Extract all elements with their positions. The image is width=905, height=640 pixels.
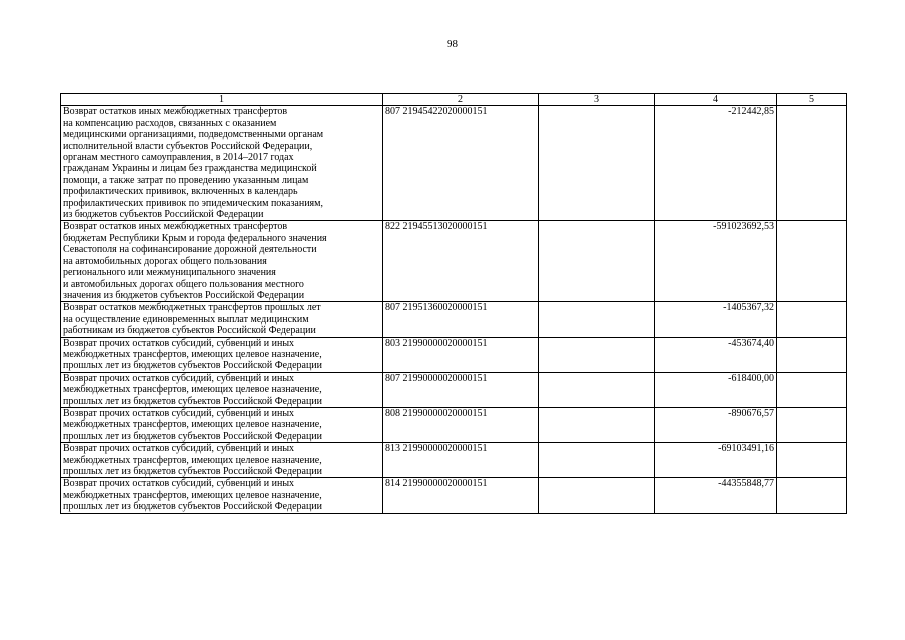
table-row bbox=[61, 407, 847, 442]
row-budget-code: 803 21990000020000151 bbox=[383, 337, 539, 372]
column-header-2: 2 bbox=[383, 94, 539, 106]
row-description: Возврат остатков иных межбюджетных трансфертов бюджетам Республики Крым и города федерального значения Севастополя на софинансирование дорожной деятельности на автомобильных дорогах общего пользования регионального или межмуниципального значения и автомобильных дорогах общего пользования местного значения из бюджетов субъектов Российской Федерации bbox=[61, 221, 383, 302]
column-header-5: 5 bbox=[777, 94, 847, 106]
row-amount: -69103491,16 bbox=[655, 443, 777, 478]
row-amount: -591023692,53 bbox=[655, 221, 777, 302]
table-row bbox=[61, 221, 847, 302]
row-description: Возврат остатков иных межбюджетных трансфертов на компенсацию расходов, связанных с оказанием медицинскими организациями, подведомственными органам исполнительной власти субъектов Российской Федерации, органам местного самоуправления, в 2014–2017 годах гражданам Украины и лицам без гражданства медицинской помощи, а также затрат по проведению указанным лицам профилактических прививок, включенных в календарь профилактических прививок по эпидемическим показаниям, из бюджетов субъектов Российской Федерации bbox=[61, 106, 383, 221]
row-column-3 bbox=[539, 407, 655, 442]
row-column-5 bbox=[777, 221, 847, 302]
table-row bbox=[61, 302, 847, 337]
row-budget-code: 813 21990000020000151 bbox=[383, 443, 539, 478]
row-column-5 bbox=[777, 372, 847, 407]
row-description: Возврат прочих остатков субсидий, субвенций и иных межбюджетных трансфертов, имеющих целевое назначение, прошлых лет из бюджетов субъектов Российской Федерации bbox=[61, 443, 383, 478]
column-header-3: 3 bbox=[539, 94, 655, 106]
row-column-5 bbox=[777, 407, 847, 442]
row-description: Возврат прочих остатков субсидий, субвенций и иных межбюджетных трансфертов, имеющих целевое назначение, прошлых лет из бюджетов субъектов Российской Федерации bbox=[61, 407, 383, 442]
row-budget-code: 807 21951360020000151 bbox=[383, 302, 539, 337]
page-number: 98 bbox=[447, 38, 458, 50]
row-amount: -453674,40 bbox=[655, 337, 777, 372]
row-budget-code: 807 21990000020000151 bbox=[383, 372, 539, 407]
row-column-3 bbox=[539, 372, 655, 407]
row-budget-code: 808 21990000020000151 bbox=[383, 407, 539, 442]
row-amount: -890676,57 bbox=[655, 407, 777, 442]
table-header-row bbox=[61, 94, 847, 106]
row-column-3 bbox=[539, 106, 655, 221]
row-description: Возврат прочих остатков субсидий, субвенций и иных межбюджетных трансфертов, имеющих целевое назначение, прошлых лет из бюджетов субъектов Российской Федерации bbox=[61, 337, 383, 372]
column-header-4: 4 bbox=[655, 94, 777, 106]
table-row bbox=[61, 372, 847, 407]
table-row bbox=[61, 443, 847, 478]
table-row bbox=[61, 337, 847, 372]
row-budget-code: 814 21990000020000151 bbox=[383, 478, 539, 513]
row-amount: -212442,85 bbox=[655, 106, 777, 221]
row-column-3 bbox=[539, 337, 655, 372]
budget-table bbox=[60, 93, 847, 514]
row-amount: -618400,00 bbox=[655, 372, 777, 407]
row-column-3 bbox=[539, 443, 655, 478]
row-column-5 bbox=[777, 302, 847, 337]
row-column-5 bbox=[777, 106, 847, 221]
row-description: Возврат прочих остатков субсидий, субвенций и иных межбюджетных трансфертов, имеющих целевое назначение, прошлых лет из бюджетов субъектов Российской Федерации bbox=[61, 372, 383, 407]
row-column-5 bbox=[777, 443, 847, 478]
row-column-5 bbox=[777, 478, 847, 513]
column-header-1: 1 bbox=[61, 94, 383, 106]
row-description: Возврат прочих остатков субсидий, субвенций и иных межбюджетных трансфертов, имеющих целевое назначение, прошлых лет из бюджетов субъектов Российской Федерации bbox=[61, 478, 383, 513]
row-column-3 bbox=[539, 302, 655, 337]
row-amount: -1405367,32 bbox=[655, 302, 777, 337]
table-body bbox=[61, 106, 847, 513]
table-row bbox=[61, 106, 847, 221]
row-budget-code: 822 21945513020000151 bbox=[383, 221, 539, 302]
row-column-3 bbox=[539, 478, 655, 513]
row-budget-code: 807 21945422020000151 bbox=[383, 106, 539, 221]
table-row bbox=[61, 478, 847, 513]
row-amount: -44355848,77 bbox=[655, 478, 777, 513]
row-column-5 bbox=[777, 337, 847, 372]
row-description: Возврат остатков межбюджетных трансфертов прошлых лет на осуществление единовременных выплат медицинским работникам из бюджетов субъектов Российской Федерации bbox=[61, 302, 383, 337]
row-column-3 bbox=[539, 221, 655, 302]
